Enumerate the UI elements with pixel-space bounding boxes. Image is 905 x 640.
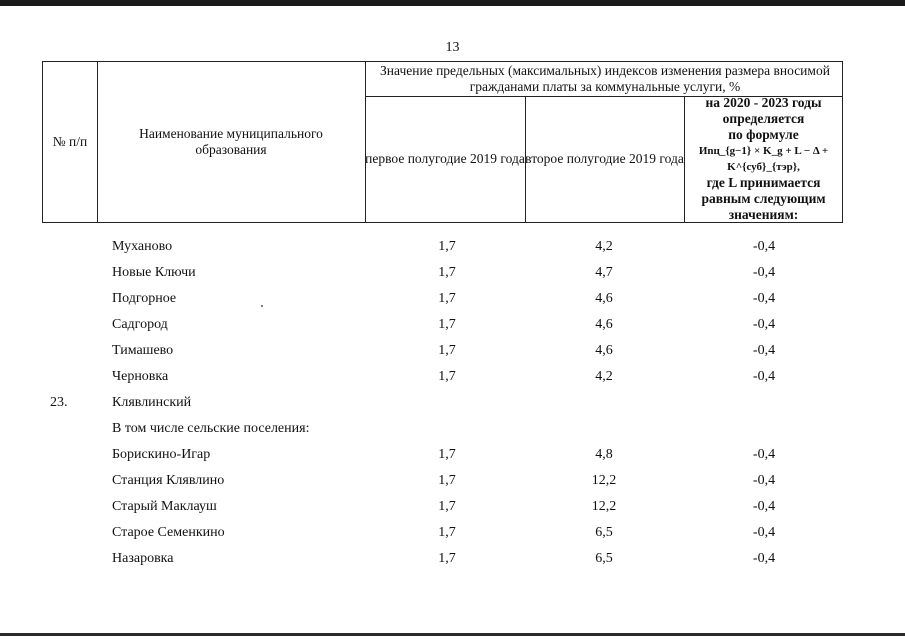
municipality-name: Клявлинский bbox=[112, 395, 192, 410]
value-first-half-2019: 1,7 bbox=[438, 291, 456, 306]
value-second-half-2019: 6,5 bbox=[595, 551, 613, 566]
column-header-first-half-2019: первое полугодие 2019 года bbox=[365, 151, 525, 166]
municipality-name: Старый Маклауш bbox=[112, 499, 217, 514]
column-header-municipality: Наименование муниципального образования bbox=[139, 126, 323, 157]
formula-condition: где L принимается равным следующим значениям: bbox=[701, 175, 826, 222]
value-first-half-2019: 1,7 bbox=[438, 265, 456, 280]
table-row bbox=[0, 494, 905, 520]
column-group-title: Значение предельных (максимальных) индексов изменения размера вносимой гражданами платы за коммунальные услуги, % bbox=[380, 63, 830, 94]
table-row bbox=[0, 416, 905, 442]
value-second-half-2019: 4,6 bbox=[595, 291, 613, 306]
value-second-half-2019: 12,2 bbox=[591, 499, 617, 514]
value-2020-2023: -0,4 bbox=[752, 265, 776, 280]
municipality-name: Старое Семенкино bbox=[112, 525, 225, 540]
value-2020-2023: -0,4 bbox=[752, 473, 776, 488]
value-2020-2023: -0,4 bbox=[752, 447, 776, 462]
value-second-half-2019: 4,2 bbox=[595, 369, 613, 384]
table-row bbox=[0, 468, 905, 494]
value-first-half-2019: 1,7 bbox=[438, 317, 456, 332]
value-second-half-2019: 4,7 bbox=[595, 265, 613, 280]
municipality-name: Борискино-Игар bbox=[112, 447, 211, 462]
value-2020-2023: -0,4 bbox=[752, 291, 776, 306]
value-second-half-2019: 12,2 bbox=[591, 473, 617, 488]
column-header-second-half-2019: второе полугодие 2019 года bbox=[525, 151, 684, 166]
table-row bbox=[0, 364, 905, 390]
formula-label: по формуле bbox=[728, 127, 799, 142]
column-header-number: № п/п bbox=[52, 134, 88, 149]
municipality-name: Тимашево bbox=[112, 343, 174, 358]
table-row bbox=[0, 520, 905, 546]
municipality-name: Назаровка bbox=[112, 551, 174, 566]
table-row bbox=[0, 286, 905, 312]
table-row bbox=[0, 390, 905, 416]
municipality-name: Муханово bbox=[112, 239, 173, 254]
years-note: на 2020 - 2023 годы определяется bbox=[705, 95, 822, 126]
row-number: 23. bbox=[50, 395, 68, 410]
value-2020-2023: -0,4 bbox=[752, 525, 776, 540]
value-second-half-2019: 4,2 bbox=[595, 239, 613, 254]
value-first-half-2019: 1,7 bbox=[438, 525, 456, 540]
formula: Иnц_{g−1} × K_g + L − Δ + K^{суб}_{тэр}, bbox=[698, 145, 829, 173]
value-second-half-2019: 4,8 bbox=[595, 447, 613, 462]
column-header-2020-2023 bbox=[684, 96, 843, 222]
table-row bbox=[0, 234, 905, 260]
top-border bbox=[0, 0, 905, 6]
municipality-name: В том числе сельские поселения: bbox=[112, 421, 310, 436]
table-row bbox=[0, 312, 905, 338]
value-first-half-2019: 1,7 bbox=[438, 551, 456, 566]
bottom-border bbox=[0, 633, 905, 636]
municipality-name: Станция Клявлино bbox=[112, 473, 225, 488]
value-first-half-2019: 1,7 bbox=[438, 369, 456, 384]
table-row bbox=[0, 338, 905, 364]
value-2020-2023: -0,4 bbox=[752, 239, 776, 254]
table-body bbox=[0, 234, 905, 572]
value-first-half-2019: 1,7 bbox=[438, 499, 456, 514]
municipality-name: Садгород bbox=[112, 317, 168, 332]
table-header bbox=[42, 61, 843, 223]
value-first-half-2019: 1,7 bbox=[438, 473, 456, 488]
table-row bbox=[0, 546, 905, 572]
value-second-half-2019: 4,6 bbox=[595, 317, 613, 332]
value-2020-2023: -0,4 bbox=[752, 551, 776, 566]
value-first-half-2019: 1,7 bbox=[438, 343, 456, 358]
value-second-half-2019: 6,5 bbox=[595, 525, 613, 540]
value-second-half-2019: 4,6 bbox=[595, 343, 613, 358]
scan-speck bbox=[261, 305, 263, 307]
value-2020-2023: -0,4 bbox=[752, 317, 776, 332]
value-2020-2023: -0,4 bbox=[752, 369, 776, 384]
value-first-half-2019: 1,7 bbox=[438, 239, 456, 254]
table-row bbox=[0, 442, 905, 468]
page-number: 13 bbox=[445, 40, 460, 55]
value-2020-2023: -0,4 bbox=[752, 343, 776, 358]
header-divider bbox=[97, 62, 98, 222]
value-first-half-2019: 1,7 bbox=[438, 447, 456, 462]
municipality-name: Подгорное bbox=[112, 291, 177, 306]
table-row bbox=[0, 260, 905, 286]
value-2020-2023: -0,4 bbox=[752, 499, 776, 514]
municipality-name: Новые Ключи bbox=[112, 265, 196, 280]
municipality-name: Черновка bbox=[112, 369, 169, 384]
